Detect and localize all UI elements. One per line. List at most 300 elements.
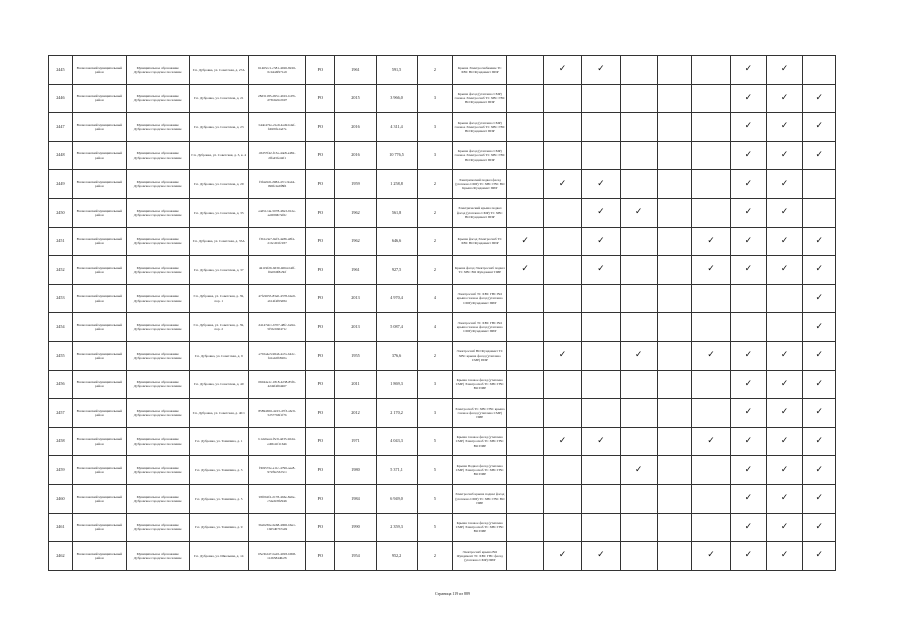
work-type-cell <box>803 341 836 370</box>
guid-cell: 3ba6236e-0e68-4906-b6e1-1b65d07b7a49 <box>248 513 305 542</box>
work-type-cell <box>766 313 803 342</box>
work-type-cell <box>581 113 620 142</box>
form-cell: РО <box>306 542 335 571</box>
check-mark-icon: ✓ <box>815 150 823 161</box>
year-cell: 2013 <box>335 313 376 342</box>
work-type-cell <box>544 513 582 542</box>
work-type-cell <box>803 227 836 256</box>
row-number: 2460 <box>49 484 73 513</box>
work-type-cell <box>544 341 582 370</box>
address-cell: Г.п. Дубровка, ул. Советская, д. 40/1 <box>189 399 248 428</box>
work-type-cell <box>620 341 657 370</box>
check-mark-icon: ✓ <box>815 293 823 304</box>
work-type-cell <box>731 84 767 113</box>
work-type-cell <box>544 284 582 313</box>
work-type-cell <box>692 456 731 485</box>
guid-cell: 28d31183-d95c-4b91-b47b-d73b0e9c2b97 <box>248 84 305 113</box>
check-mark-icon: ✓ <box>815 92 823 103</box>
address-cell: Г.п. Дубровка, ул. Школьная, д. 14 <box>189 542 248 571</box>
work-type-cell <box>581 284 620 313</box>
work-type-cell <box>766 198 803 227</box>
work-type-cell <box>544 542 582 571</box>
form-cell: РО <box>306 313 335 342</box>
district-cell: Всеволожский муниципальный район <box>72 170 126 199</box>
page-footer: Страница 119 из 889 <box>435 591 470 596</box>
work-type-cell <box>657 56 692 85</box>
address-cell: Г.п. Дубровка, ул. Советская, д. 27А <box>189 56 248 85</box>
check-mark-icon: ✓ <box>558 350 567 361</box>
work-type-cell <box>766 341 803 370</box>
form-cell: РО <box>306 227 335 256</box>
check-mark-icon: ✓ <box>780 121 789 132</box>
work-type-cell <box>731 141 767 170</box>
work-type-cell <box>692 341 731 370</box>
work-type-cell <box>581 427 620 456</box>
form-cell: РО <box>306 484 335 513</box>
work-type-cell <box>692 484 731 513</box>
work-type-cell <box>692 227 731 256</box>
table-row <box>49 198 836 227</box>
work-type-cell <box>766 370 803 399</box>
work-type-cell <box>620 84 657 113</box>
floors-cell: 5 <box>417 513 453 542</box>
work-type-cell <box>766 484 803 513</box>
floors-cell: 5 <box>417 427 453 456</box>
area-cell: 5 371,1 <box>376 456 417 485</box>
form-cell: РО <box>306 141 335 170</box>
work-type-cell <box>803 513 836 542</box>
check-mark-icon: ✓ <box>634 350 643 361</box>
settlement-cell: Муниципальное образование Дубровское городское поселение <box>126 542 189 571</box>
check-mark-icon: ✓ <box>744 464 753 475</box>
table-row <box>49 56 836 85</box>
year-cell: 2016 <box>335 141 376 170</box>
row-number: 2452 <box>49 256 73 285</box>
guid-cell: f3f4a9c6-298d-47cc-9a44-096fc4a9f8f6 <box>248 170 305 199</box>
services-cell: Электроснаб ТС ХВС ГВС ВО крыша газовое фасад (утеплено СМР) Фундамент ПИР <box>453 284 507 313</box>
district-cell: Всеволожский муниципальный район <box>72 198 126 227</box>
work-type-cell <box>507 456 544 485</box>
work-type-cell <box>766 227 803 256</box>
work-type-cell <box>620 456 657 485</box>
district-cell: Всеволожский муниципальный район <box>72 141 126 170</box>
district-cell: Всеволожский муниципальный район <box>72 542 126 571</box>
address-cell: Г.п. Дубровка, ул. Советская, д. 39, пор. 1 <box>189 284 248 313</box>
work-type-cell <box>803 170 836 199</box>
address-cell: Г.п. Дубровка, ул. Советская, д. 9 <box>189 341 248 370</box>
check-mark-icon: ✓ <box>780 378 789 389</box>
work-type-cell <box>731 542 767 571</box>
work-type-cell <box>620 56 657 85</box>
register-table-area <box>48 55 836 571</box>
district-cell: Всеволожский муниципальный район <box>72 227 126 256</box>
address-cell: Г.п. Дубровка, ул. Советская, д. 40 <box>189 370 248 399</box>
work-type-cell <box>620 399 657 428</box>
check-mark-icon: ✓ <box>707 235 715 246</box>
year-cell: 1971 <box>335 427 376 456</box>
work-type-cell <box>692 542 731 571</box>
work-type-cell <box>620 542 657 571</box>
floors-cell: 2 <box>417 56 453 85</box>
settlement-cell: Муниципальное образование Дубровское городское поселение <box>126 198 189 227</box>
work-type-cell <box>581 341 620 370</box>
work-type-cell <box>544 256 582 285</box>
form-cell: РО <box>306 198 335 227</box>
guid-cell: f3b9572e-e11c-4796-aee8-972f9e5323c1 <box>248 456 305 485</box>
services-cell: Крыша фасад (утеплено СМР) газовое Электроснаб ТС ХВС ГВС ВО Фундамент ПИР <box>453 141 507 170</box>
table-row <box>49 456 836 485</box>
housing-register-table <box>48 55 836 571</box>
work-type-cell <box>507 284 544 313</box>
work-type-cell <box>507 542 544 571</box>
services-cell: Крыша фасад (утеплено СМР) газовое Электроснаб ТС ХВС ГВС ВО Фундамент ПИР <box>453 84 507 113</box>
check-mark-icon: ✓ <box>558 550 567 561</box>
work-type-cell <box>766 399 803 428</box>
work-type-cell <box>692 313 731 342</box>
address-cell: Г.п. Дубровка, ул. Советская, д. 23 <box>189 113 248 142</box>
work-type-cell <box>803 313 836 342</box>
work-type-cell <box>803 427 836 456</box>
row-number: 2453 <box>49 284 73 313</box>
services-cell: Крыша Подвал фасад (утеплено СМР) Электроснаб ТС ХВС ГВС ВО ПИР <box>453 456 507 485</box>
area-cell: 3 966,0 <box>376 84 417 113</box>
work-type-cell <box>581 141 620 170</box>
settlement-cell: Муниципальное образование Дубровское городское поселение <box>126 284 189 313</box>
work-type-cell <box>657 84 692 113</box>
work-type-cell <box>507 427 544 456</box>
floors-cell: 3 <box>417 84 453 113</box>
floors-cell: 3 <box>417 141 453 170</box>
check-mark-icon: ✓ <box>815 493 823 504</box>
work-type-cell <box>507 113 544 142</box>
row-number: 2457 <box>49 399 73 428</box>
table-row <box>49 227 836 256</box>
check-mark-icon: ✓ <box>815 264 823 275</box>
check-mark-icon: ✓ <box>744 550 753 561</box>
work-type-cell <box>692 284 731 313</box>
check-mark-icon: ✓ <box>744 521 753 532</box>
work-type-cell <box>507 484 544 513</box>
row-number: 2459 <box>49 456 73 485</box>
check-mark-icon: ✓ <box>780 464 789 475</box>
work-type-cell <box>731 341 767 370</box>
work-type-cell <box>731 198 767 227</box>
work-type-cell <box>692 399 731 428</box>
work-type-cell <box>692 84 731 113</box>
check-mark-icon: ✓ <box>558 64 567 75</box>
row-number: 2450 <box>49 198 73 227</box>
work-type-cell <box>766 84 803 113</box>
work-type-cell <box>766 456 803 485</box>
address-cell: Г.п. Дубровка, ул. Томилина, д. 5 <box>189 484 248 513</box>
row-number: 2458 <box>49 427 73 456</box>
services-cell: Крыша фасад Электроснаб подвал ТС ХВС ВО Фундамент ПИР <box>453 256 507 285</box>
work-type-cell <box>620 256 657 285</box>
form-cell: РО <box>306 113 335 142</box>
row-number: 2445 <box>49 56 73 85</box>
work-type-cell <box>544 456 582 485</box>
work-type-cell <box>544 227 582 256</box>
work-type-cell <box>731 484 767 513</box>
check-mark-icon: ✓ <box>744 436 753 447</box>
check-mark-icon: ✓ <box>744 493 753 504</box>
address-cell: Г.п. Дубровка, ул. Советская, д. 35А <box>189 227 248 256</box>
form-cell: РО <box>306 56 335 85</box>
work-type-cell <box>657 227 692 256</box>
area-cell: 952,2 <box>376 542 417 571</box>
services-cell: Крыша газовое фасад (утеплено СМР) Электроснаб ТС ХВС ГВС ВО ПИР <box>453 427 507 456</box>
work-type-cell <box>620 113 657 142</box>
check-mark-icon: ✓ <box>521 235 529 246</box>
work-type-cell <box>507 227 544 256</box>
work-type-cell <box>581 198 620 227</box>
work-type-cell <box>620 370 657 399</box>
check-mark-icon: ✓ <box>815 407 823 418</box>
work-type-cell <box>766 141 803 170</box>
guid-cell: 93f0b2f2-2178-4b6e-8a6e-c54e9c8f2946 <box>248 484 305 513</box>
work-type-cell <box>581 542 620 571</box>
district-cell: Всеволожский муниципальный район <box>72 399 126 428</box>
settlement-cell: Муниципальное образование Дубровское городское поселение <box>126 256 189 285</box>
area-cell: 4 311,4 <box>376 113 417 142</box>
work-type-cell <box>581 370 620 399</box>
settlement-cell: Муниципальное образование Дубровское городское поселение <box>126 399 189 428</box>
floors-cell: 2 <box>417 170 453 199</box>
check-mark-icon: ✓ <box>780 550 789 561</box>
work-type-cell <box>620 170 657 199</box>
work-type-cell <box>507 141 544 170</box>
table-row <box>49 399 836 428</box>
work-type-cell <box>620 141 657 170</box>
check-mark-icon: ✓ <box>780 207 789 218</box>
work-type-cell <box>692 198 731 227</box>
work-type-cell <box>731 170 767 199</box>
settlement-cell: Муниципальное образование Дубровское городское поселение <box>126 84 189 113</box>
table-row <box>49 484 836 513</box>
area-cell: 646,6 <box>376 227 417 256</box>
floors-cell: 2 <box>417 198 453 227</box>
work-type-cell <box>803 198 836 227</box>
check-mark-icon: ✓ <box>597 436 605 447</box>
address-cell: Г.п. Дубровка, ул. Советская, д. 35 <box>189 198 248 227</box>
check-mark-icon: ✓ <box>597 550 605 561</box>
address-cell: Г.п. Дубровка, ул. Советская, д. 21 <box>189 84 248 113</box>
work-type-cell <box>692 427 731 456</box>
work-type-cell <box>692 256 731 285</box>
services-cell: Крыша фасад Электроснаб ТС ХВС ВО Фундамент ПИР <box>453 227 507 256</box>
work-type-cell <box>657 399 692 428</box>
settlement-cell: Муниципальное образование Дубровское городское поселение <box>126 341 189 370</box>
floors-cell: 2 <box>417 341 453 370</box>
check-mark-icon: ✓ <box>597 264 605 275</box>
work-type-cell <box>657 370 692 399</box>
guid-cell: 06044e1c-1818-4238-85fb-42a9f4f6d467 <box>248 370 305 399</box>
district-cell: Всеволожский муниципальный район <box>72 113 126 142</box>
work-type-cell <box>692 370 731 399</box>
area-cell: 376,6 <box>376 341 417 370</box>
work-type-cell <box>620 484 657 513</box>
check-mark-icon: ✓ <box>744 350 753 361</box>
settlement-cell: Муниципальное образование Дубровское городское поселение <box>126 227 189 256</box>
floors-cell: 2 <box>417 542 453 571</box>
work-type-cell <box>507 513 544 542</box>
guid-cell: f3b1a3e7-9af3-4a86-a8f4-21bcd01fc937 <box>248 227 305 256</box>
check-mark-icon: ✓ <box>707 550 715 561</box>
work-type-cell <box>581 84 620 113</box>
guid-cell: b4ab472e-21e9-4a49-bdaf-f4b09fa1ad7a <box>248 113 305 142</box>
table-row <box>49 542 836 571</box>
check-mark-icon: ✓ <box>744 207 753 218</box>
work-type-cell <box>620 513 657 542</box>
district-cell: Всеволожский муниципальный район <box>72 313 126 342</box>
floors-cell: 2 <box>417 256 453 285</box>
work-type-cell <box>507 399 544 428</box>
work-type-cell <box>803 284 836 313</box>
work-type-cell <box>766 170 803 199</box>
form-cell: РО <box>306 284 335 313</box>
work-type-cell <box>507 256 544 285</box>
address-cell: Г.п. Дубровка, ул. Томилина, д. 1 <box>189 427 248 456</box>
settlement-cell: Муниципальное образование Дубровское городское поселение <box>126 141 189 170</box>
year-cell: 1959 <box>335 170 376 199</box>
work-type-cell <box>544 170 582 199</box>
check-mark-icon: ✓ <box>558 178 567 189</box>
work-type-cell <box>731 56 767 85</box>
form-cell: РО <box>306 370 335 399</box>
check-mark-icon: ✓ <box>744 92 753 103</box>
guid-cell: e7b5a4e3-96a6-4a7a-b42c-f41a42fb820a <box>248 341 305 370</box>
table-row <box>49 113 836 142</box>
work-type-cell <box>731 399 767 428</box>
table-row <box>49 84 836 113</box>
check-mark-icon: ✓ <box>815 378 823 389</box>
check-mark-icon: ✓ <box>744 378 753 389</box>
work-type-cell <box>803 256 836 285</box>
check-mark-icon: ✓ <box>780 64 789 75</box>
year-cell: 1990 <box>335 513 376 542</box>
services-cell: Крыша Электроснабжение ТС ХВС ВО Фундамент ПИР <box>453 56 507 85</box>
check-mark-icon: ✓ <box>744 264 753 275</box>
year-cell: 1955 <box>335 341 376 370</box>
work-type-cell <box>657 513 692 542</box>
year-cell: 1962 <box>335 198 376 227</box>
row-number: 2455 <box>49 341 73 370</box>
floors-cell: 2 <box>417 227 453 256</box>
work-type-cell <box>581 399 620 428</box>
work-type-cell <box>657 284 692 313</box>
year-cell: 1961 <box>335 56 376 85</box>
settlement-cell: Муниципальное образование Дубровское городское поселение <box>126 370 189 399</box>
check-mark-icon: ✓ <box>744 121 753 132</box>
work-type-cell <box>657 313 692 342</box>
work-type-cell <box>581 256 620 285</box>
check-mark-icon: ✓ <box>815 235 823 246</box>
check-mark-icon: ✓ <box>558 436 567 447</box>
table-row <box>49 427 836 456</box>
row-number: 2451 <box>49 227 73 256</box>
year-cell: 1980 <box>335 456 376 485</box>
settlement-cell: Муниципальное образование Дубровское городское поселение <box>126 456 189 485</box>
work-type-cell <box>803 84 836 113</box>
district-cell: Всеволожский муниципальный район <box>72 456 126 485</box>
work-type-cell <box>581 456 620 485</box>
check-mark-icon: ✓ <box>815 521 823 532</box>
floors-cell: 3 <box>417 113 453 142</box>
guid-cell: 05e3b247-ba45-4093-b9b8-1126584d6a7b <box>248 542 305 571</box>
address-cell: Г.п. Дубровка, ул. Томилина, д. 3 <box>189 456 248 485</box>
guid-cell: 61465cc1-c581-4026-8226-0c44a6f971a9 <box>248 56 305 85</box>
check-mark-icon: ✓ <box>780 493 789 504</box>
work-type-cell <box>731 456 767 485</box>
work-type-cell <box>766 542 803 571</box>
table-row <box>49 341 836 370</box>
work-type-cell <box>692 113 731 142</box>
work-type-cell <box>766 256 803 285</box>
address-cell: Г.п. Дубровка, ул. Советская, д. 29 <box>189 170 248 199</box>
work-type-cell <box>620 427 657 456</box>
floors-cell: 5 <box>417 456 453 485</box>
settlement-cell: Муниципальное образование Дубровское городское поселение <box>126 513 189 542</box>
check-mark-icon: ✓ <box>707 436 715 447</box>
check-mark-icon: ✓ <box>780 92 789 103</box>
year-cell: 2016 <box>335 113 376 142</box>
check-mark-icon: ✓ <box>597 207 605 218</box>
row-number: 2448 <box>49 141 73 170</box>
work-type-cell <box>620 198 657 227</box>
year-cell: 1984 <box>335 484 376 513</box>
work-type-cell <box>657 542 692 571</box>
work-type-cell <box>657 141 692 170</box>
check-mark-icon: ✓ <box>780 407 789 418</box>
form-cell: РО <box>306 513 335 542</box>
work-type-cell <box>620 227 657 256</box>
work-type-cell <box>731 256 767 285</box>
work-type-cell <box>544 56 582 85</box>
area-cell: 561,8 <box>376 198 417 227</box>
table-row <box>49 256 836 285</box>
check-mark-icon: ✓ <box>780 150 789 161</box>
check-mark-icon: ✓ <box>780 178 789 189</box>
work-type-cell <box>507 341 544 370</box>
floors-cell: 5 <box>417 484 453 513</box>
work-type-cell <box>507 84 544 113</box>
guid-cell: b12e6ea4-f3c9-4d35-92d4-ed0b41f1164b <box>248 427 305 456</box>
row-number: 2454 <box>49 313 73 342</box>
work-type-cell <box>544 198 582 227</box>
work-type-cell <box>803 456 836 485</box>
work-type-cell <box>581 484 620 513</box>
address-cell: Г.п. Дубровка, ул. Советская, д. 37 <box>189 256 248 285</box>
district-cell: Всеволожский муниципальный район <box>72 513 126 542</box>
year-cell: 2011 <box>335 370 376 399</box>
check-mark-icon: ✓ <box>815 464 823 475</box>
services-cell: Электрический подвал фасад (утеплено СМР) ТС ХВС ГВС ВО Крыша Фундамент ПИР <box>453 170 507 199</box>
work-type-cell <box>803 399 836 428</box>
work-type-cell <box>657 256 692 285</box>
work-type-cell <box>731 313 767 342</box>
check-mark-icon: ✓ <box>634 464 643 475</box>
services-cell: Электроснаб ВО Фундамент ТС ХВС крыша фасад (утеплено СМР) ПИР <box>453 341 507 370</box>
district-cell: Всеволожский муниципальный район <box>72 427 126 456</box>
work-type-cell <box>803 484 836 513</box>
services-cell: Крыша фасад (утеплено СМР) газовое Электроснаб ТС ХВС ГВС ВО Фундамент ПИР <box>453 113 507 142</box>
settlement-cell: Муниципальное образование Дубровское городское поселение <box>126 56 189 85</box>
table-row <box>49 170 836 199</box>
form-cell: РО <box>306 399 335 428</box>
services-cell: Крыша газовое фасад (утеплено СМР) Электроснаб ТС ХВС ГВС ВО ПИР <box>453 370 507 399</box>
check-mark-icon: ✓ <box>597 178 605 189</box>
form-cell: РО <box>306 456 335 485</box>
